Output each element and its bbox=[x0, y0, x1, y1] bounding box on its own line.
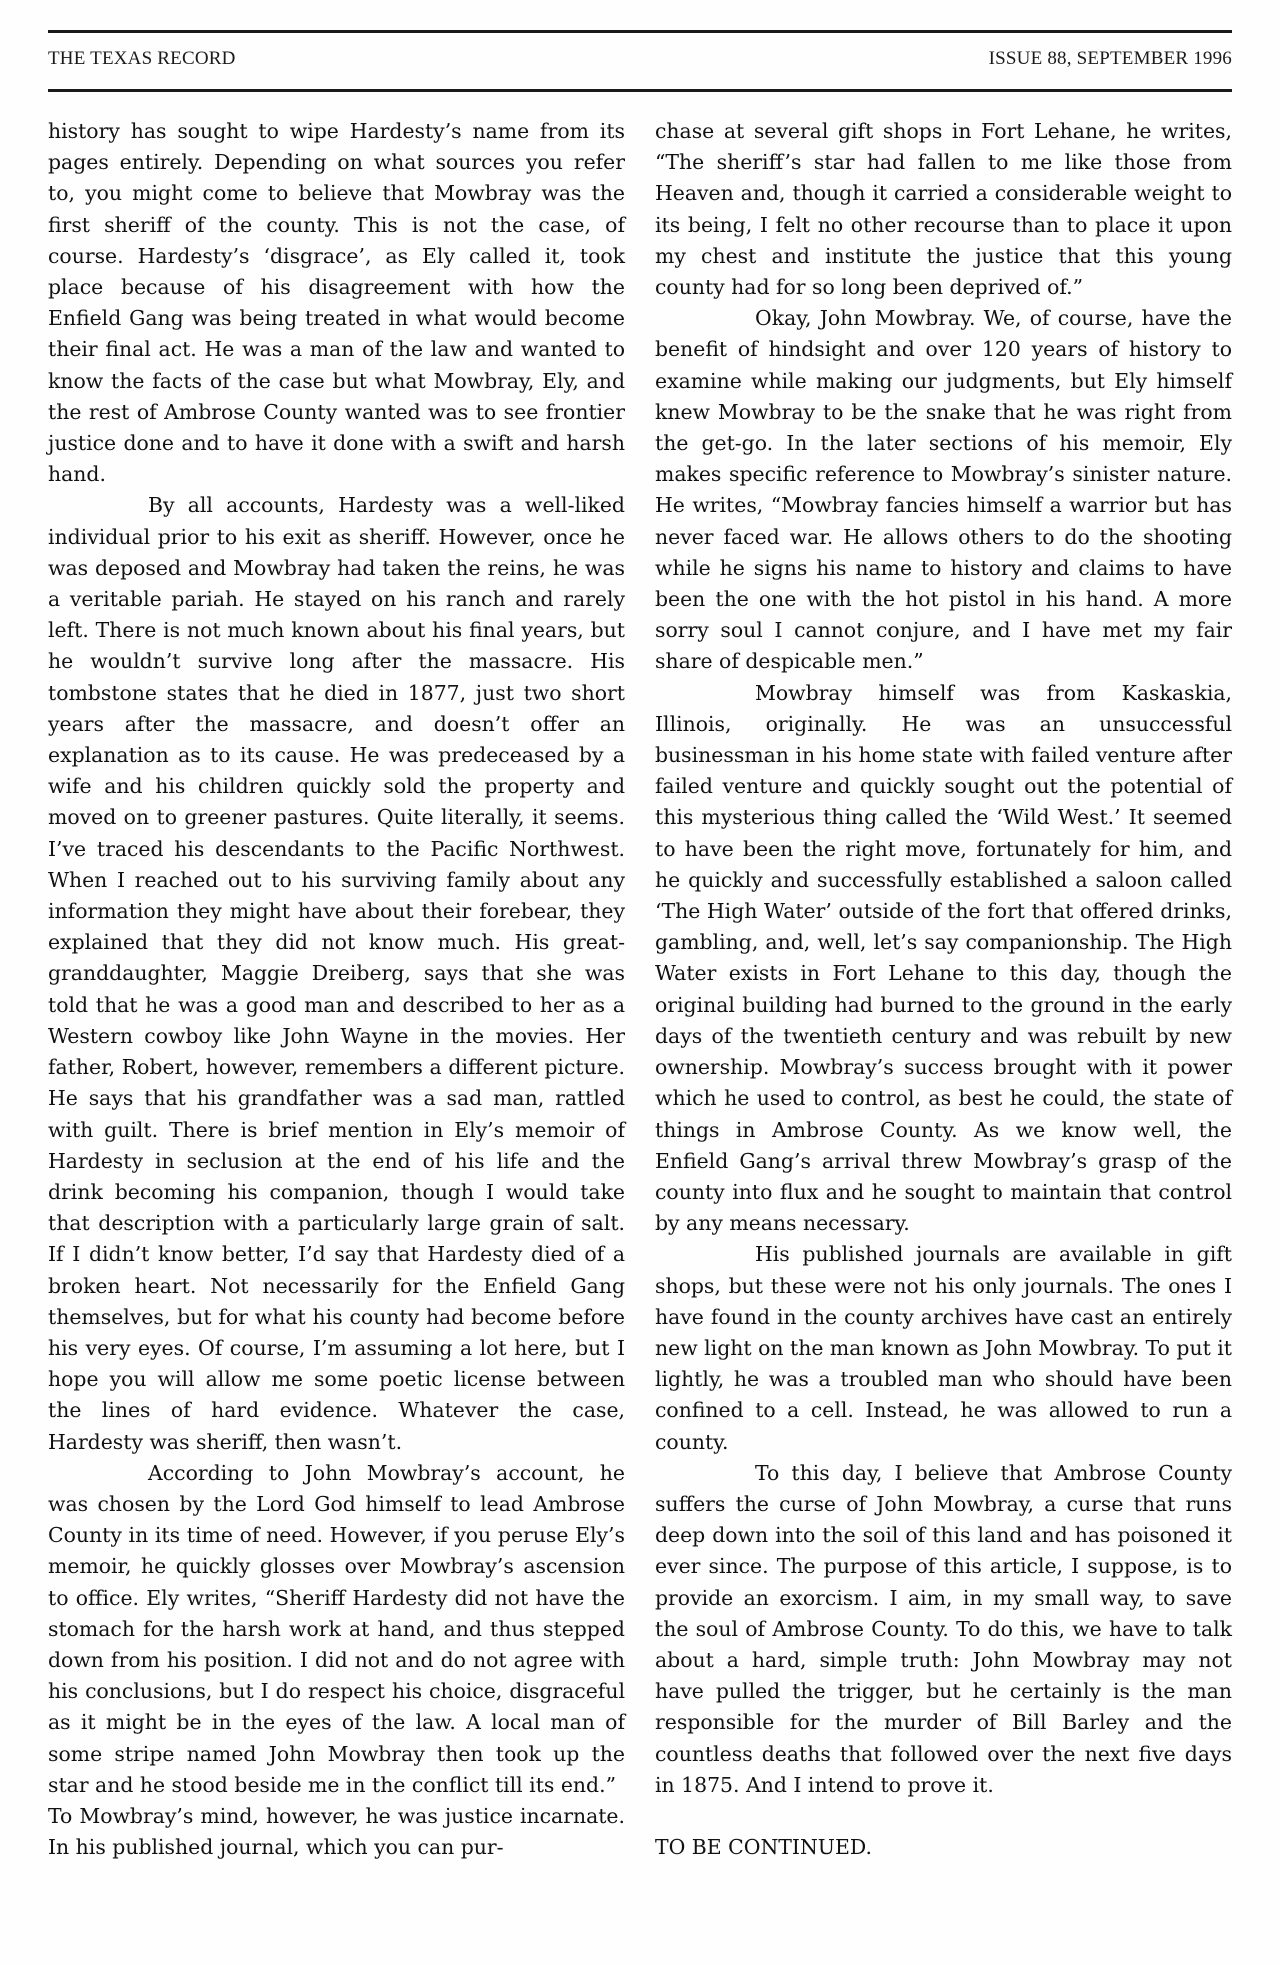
paragraph: According to John Mowbray’s account, he was chosen by the Lord God himself to lead Ambrose County in its time of need. However, if you peruse Ely’s memoir, he quickly glosses over Mowbray’s ascension to office. Ely writes, “Sheriff Hardesty did not have the stomach for the harsh work at hand, and thus stepped down from his position. I did not and do not agree with his conclusions, but I do respect his choice, disgraceful as it might be in the eyes of the law. A local man of some stripe named John Mowbray then took up the star and he stood beside me in the conflict till its end.” bbox=[48, 1460, 625, 1797]
header-top-rule bbox=[48, 30, 1232, 33]
paragraph: By all accounts, Hardesty was a well-liked individual prior to his exit as sheriff. However, once he was deposed and Mowbray had taken the reins, he was a veritable pariah. He stayed on his ranch and rarely left. There is not much known about his final years, but he wouldn’t survive long after the massacre. His tombstone states that he died in 1877, just two short years after the massacre, and doesn’t offer an explanation as to its cause. He was predeceased by a wife and his children quickly sold the property and moved on to greener pastures. Quite literally, it seems. I’ve traced his descendants to the Pacific Northwest. When I reached out to his surviving family about any information they might have about their forebear, they explained that they did not know much. His great-granddaughter, Maggie Dreiberg, says that she was told that he was a good man and described to her as a Western cowboy like John Wayne in the movies. Her father, Robert, however, remembers a different picture. He says that his grandfather was a sad man, rattled with guilt. There is brief mention in Ely’s memoir of Hardesty in seclusion at the end of his life and the drink becoming his companion, though I would take that description with a particularly large grain of salt. If I didn’t know better, I’d say that Hardesty died of a broken heart. Not necessarily for the Enfield Gang themselves, but for what his county had become before his very eyes. Of course, I’m assuming a lot here, but I hope you will allow me some poetic license between the lines of hard evidence. Whatever the case, Hardesty was sheriff, then wasn’t. bbox=[48, 493, 625, 1454]
left-column bbox=[48, 116, 625, 1863]
paragraph: chase at several gift shops in Fort Lehane, he writes, “The sheriff’s star had fallen to me like those from Heaven and, though it carried a considerable weight to its being, I felt no other recourse than to place it upon my chest and institute the justice that this young county had for so long been deprived of.” bbox=[655, 119, 1232, 300]
paragraph: Mowbray himself was from Kaskaskia, Illinois, originally. He was an unsuccessful businessman in his home state with failed venture after failed venture and quickly sought out the potential of this mysterious thing called the ‘Wild West.’ It seemed to have been the right move, fortunately for him, and he quickly and successfully established a saloon called ‘The High Water’ outside of the fort that offered drinks, gambling, and, well, let’s say companionship. The High Water exists in Fort Lehane to this day, though the original building had burned to the ground in the early days of the twentieth century and was rebuilt by new ownership. Mowbray’s success brought with it power which he used to control, as best he could, the state of things in Ambrose County. As we know well, the Enfield Gang’s arrival threw Mowbray’s grasp of the county into flux and he sought to maintain that control by any means necessary. bbox=[655, 680, 1232, 1236]
to-be-continued: TO BE CONTINUED. bbox=[655, 1834, 872, 1859]
paragraph: To Mowbray’s mind, however, he was justice incarnate. In his published journal, which you can pur- bbox=[48, 1803, 625, 1860]
header-bottom-rule bbox=[48, 89, 1232, 92]
publication-name: THE TEXAS RECORD bbox=[48, 48, 236, 69]
paragraph: His published journals are available in gift shops, but these were not his only journals. The ones I have found in the county archives have cast an entirely new light on the man known as John Mowbray. To put it lightly, he was a troubled man who should have been confined to a cell. Instead, he was allowed to run a county. bbox=[655, 1242, 1232, 1454]
running-header bbox=[48, 48, 1232, 74]
paragraph: To this day, I believe that Ambrose County suffers the curse of John Mowbray, a curse that runs deep down into the soil of this land and has poisoned it ever since. The purpose of this article, I suppose, is to provide an exorcism. I aim, in my small way, to save the soul of Ambrose County. To do this, we have to talk about a hard, simple truth: John Mowbray may not have pulled the trigger, but he certainly is the man responsible for the murder of Bill Barley and the countless deaths that followed over the next five days in 1875. And I intend to prove it. bbox=[655, 1460, 1232, 1797]
paragraph: history has sought to wipe Hardesty’s name from its pages entirely. Depending on what sources you refer to, you might come to believe that Mowbray was the first sheriff of the county. This is not the case, of course. Hardesty’s ‘disgrace’, as Ely called it, took place because of his disagreement with how the Enfield Gang was being treated in what would become their final act. He was a man of the law and wanted to know the facts of the case but what Mowbray, Ely, and the rest of Ambrose County wanted was to see frontier justice done and to have it done with a swift and harsh hand. bbox=[48, 119, 625, 487]
paragraph: Okay, John Mowbray. We, of course, have the benefit of hindsight and over 120 years of history to examine while making our judgments, but Ely himself knew Mowbray to be the snake that he was right from the get-go. In the later sections of his memoir, Ely makes specific reference to Mowbray’s sinister nature. He writes, “Mowbray fancies himself a warrior but has never faced war. He allows others to do the shooting while he signs his name to history and claims to have been the one with the hot pistol in his hand. A more sorry soul I cannot conjure, and I have met my fair share of despicable men.” bbox=[655, 306, 1232, 674]
right-column bbox=[655, 116, 1232, 1863]
issue-date: ISSUE 88, SEPTEMBER 1996 bbox=[988, 48, 1232, 69]
